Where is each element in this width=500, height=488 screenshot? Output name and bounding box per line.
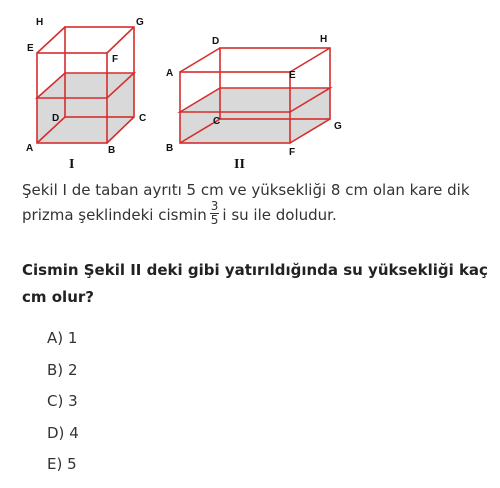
option-d[interactable]: [47, 420, 79, 452]
option-value: 4: [69, 423, 79, 442]
question-text: Cismin Şekil II deki gibi yatırıldığında su yüksekliği kaç cm olur?: [22, 261, 488, 306]
vertex-label-b2: B: [166, 143, 174, 154]
option-e[interactable]: [47, 451, 79, 483]
prism-figure: [0, 0, 500, 180]
option-value: 5: [67, 455, 77, 473]
option-letter: A): [47, 329, 64, 347]
stem-text-part2: i su ile doludur.: [222, 206, 337, 224]
prism-two: [166, 34, 342, 172]
vertex-label-g2: G: [334, 121, 342, 132]
figure-two-label: II: [234, 157, 245, 172]
question-stem: [22, 179, 496, 229]
option-letter: D): [47, 423, 65, 442]
option-b[interactable]: [47, 357, 79, 389]
vertex-label-a1: A: [26, 143, 34, 154]
vertex-label-f1: F: [112, 54, 119, 65]
vertex-label-h2: H: [320, 34, 328, 45]
prism-one: [26, 17, 146, 172]
water-fill-one: [37, 73, 134, 143]
vertex-label-b1: B: [108, 145, 116, 156]
vertex-label-a2: A: [166, 68, 174, 79]
option-c[interactable]: [47, 388, 79, 420]
vertex-label-d1: D: [52, 113, 60, 124]
vertex-label-g1: G: [136, 17, 144, 28]
option-value: 3: [68, 392, 78, 410]
vertex-label-c2: C: [213, 116, 221, 127]
option-a[interactable]: [47, 325, 79, 357]
option-value: 1: [67, 329, 78, 347]
fraction: [210, 200, 220, 227]
water-fill-two: [180, 88, 330, 143]
vertex-label-h1: H: [36, 17, 44, 28]
option-value: 2: [67, 360, 78, 379]
answer-options: [47, 325, 79, 483]
vertex-label-f2: F: [289, 147, 296, 158]
option-letter: E): [47, 455, 63, 473]
fraction-denominator: 5: [210, 213, 219, 227]
fraction-numerator: 3: [210, 199, 219, 213]
vertex-label-e2: E: [289, 70, 296, 81]
option-letter: B): [47, 360, 64, 379]
figure-one-label: I: [69, 157, 75, 172]
option-letter: C): [47, 392, 64, 410]
vertex-label-d2: D: [212, 36, 220, 47]
stem-text-part1: Şekil I de taban ayrıtı 5 cm ve yüksekliği 8 cm olan kare dik prizma şeklindeki cismin: [22, 181, 470, 224]
vertex-label-e1: E: [27, 43, 34, 54]
vertex-label-c1: C: [139, 113, 147, 124]
